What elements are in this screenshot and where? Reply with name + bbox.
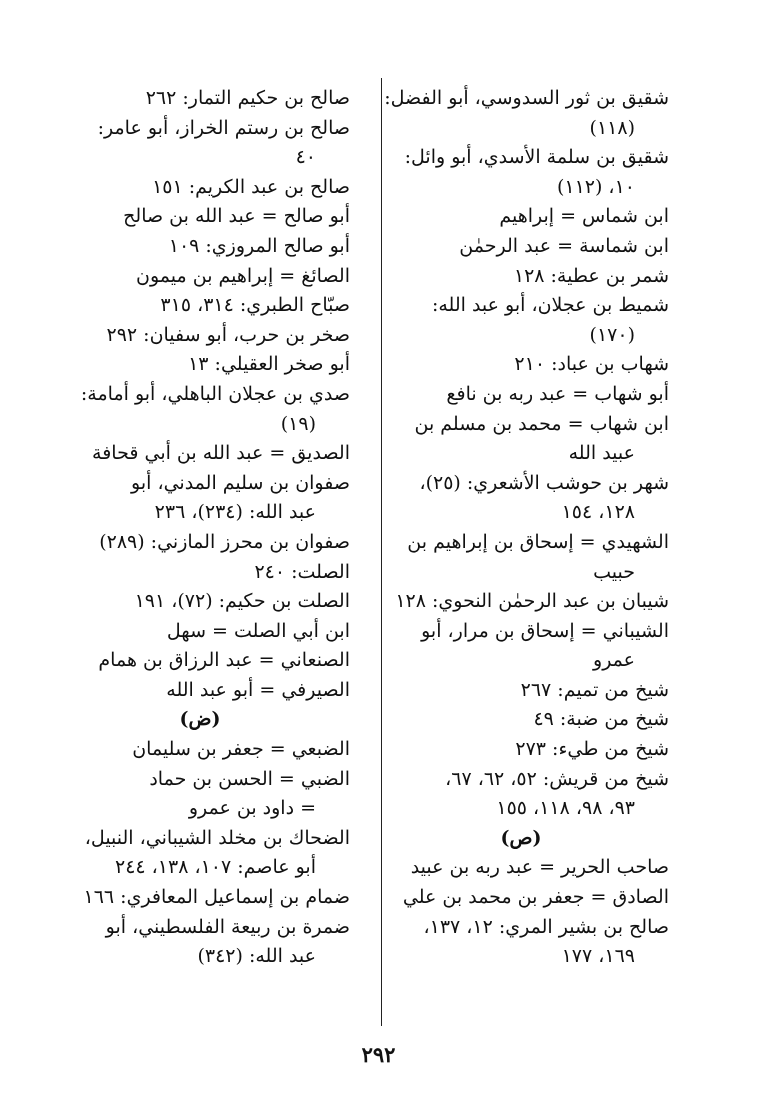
index-entry-line: ابن أبي الصلت = سهل	[166, 619, 350, 642]
index-entry-line: صخر بن حرب، أبو سفيان: ٢٩٢	[106, 323, 350, 346]
index-entry-line: شيبان بن عبد الرحمٰن النحوي: ١٢٨	[395, 590, 669, 613]
index-entry-line: الشيباني = إسحاق بن مرار، أبو	[421, 619, 669, 642]
index-entry-line: صالح بن بشير المري: ١٢، ١٣٧،	[423, 915, 669, 938]
index-entry-line: شيخ من طيء: ٢٧٣	[515, 738, 669, 761]
index-entry-line: الصنعاني = عبد الرزاق بن همام	[98, 649, 350, 672]
index-entry-line: الضبي = الحسن بن حماد	[149, 767, 350, 790]
index-entry-line: الصلت بن حكيم: (٧٢)، ١٩١	[134, 590, 350, 613]
index-entry-line: ضمام بن إسماعيل المعافري: ١٦٦	[83, 886, 350, 909]
index-entry-line: الصادق = جعفر بن محمد بن علي	[402, 886, 669, 909]
page-number: ٢٩٢	[361, 1042, 396, 1067]
index-entry-line: أبو شهاب = عبد ربه بن نافع	[446, 382, 669, 405]
index-entry-line: عبد الله: (٢٣٤)، ٢٣٦	[154, 501, 316, 524]
column-divider	[381, 78, 382, 1026]
index-entry-line: شمر بن عطية: ١٢٨	[513, 264, 669, 287]
index-entry-line: ابن شماس = إبراهيم	[499, 205, 669, 228]
index-entry-line: ضمرة بن ربيعة الفلسطيني، أبو	[105, 915, 350, 938]
index-entry-line: شهاب بن عباد: ٢١٠	[514, 353, 669, 376]
index-entry-line: (١٩)	[280, 412, 316, 435]
index-entry-line: صالح بن حكيم التمار: ٢٦٢	[145, 87, 350, 109]
index-entry-line: صالح بن رستم الخراز، أبو عامر:	[97, 116, 350, 139]
index-entry-line: الصلت: ٢٤٠	[254, 560, 350, 583]
index-entry-line: (١٧٠)	[589, 323, 635, 346]
index-entry-line: أبو صخر العقيلي: ١٣	[188, 353, 350, 376]
index-entry-line: حبيب	[593, 560, 635, 583]
index-entry-line: ١٠، (١١٢)	[556, 175, 635, 198]
index-entry-line: الصيرفي = أبو عبد الله	[166, 678, 350, 701]
index-entry-line: أبو عاصم: ١٠٧، ١٣٨، ٢٤٤	[115, 856, 316, 879]
index-entry-line: صاحب الحرير = عبد ربه بن عبيد	[410, 856, 669, 879]
index-column-right	[373, 84, 669, 972]
index-entry-line: أبو صالح المروزي: ١٠٩	[168, 234, 350, 257]
index-entry-line: = داود بن عمرو	[188, 797, 316, 820]
index-entry-line: الشهيدي = إسحاق بن إبراهيم بن	[407, 530, 669, 553]
index-entry-line: عبد الله: (٣٤٢)	[197, 945, 316, 968]
index-entry-line: ابن شماسة = عبد الرحمٰن	[459, 234, 669, 257]
index-entry-line: الضبعي = جعفر بن سليمان	[132, 738, 350, 761]
index-entry-line: صالح بن عبد الكريم: ١٥١	[152, 175, 350, 198]
index-entry-line: شهر بن حوشب الأشعري: (٢٥)،	[419, 471, 669, 494]
index-entry-line: شيخ من ضبة: ٤٩	[533, 708, 669, 731]
index-entry-line: الصديق = عبد الله بن أبي قحافة	[92, 442, 350, 465]
index-entry-line: ٤٠	[295, 146, 316, 169]
index-entry-line: أبو صالح = عبد الله بن صالح	[123, 205, 350, 228]
index-entry-line: شقيق بن سلمة الأسدي، أبو وائل:	[404, 146, 669, 169]
section-letter-heading: (ض)	[179, 708, 221, 731]
index-entry-line: عمرو	[593, 649, 635, 672]
index-entry-line: عبيد الله	[568, 442, 635, 465]
index-entry-line: شميط بن عجلان، أبو عبد الله:	[431, 294, 669, 317]
index-entry-line: شيخ من قريش: ٥٢، ٦٢، ٦٧،	[445, 767, 669, 790]
index-entry-line: الضحاك بن مخلد الشيباني، النبيل،	[84, 826, 350, 849]
index-entry-line: ٩٣، ٩٨، ١١٨، ١٥٥	[496, 797, 635, 820]
section-letter-heading: (ص)	[500, 826, 542, 849]
index-entry-line: شيخ من تميم: ٢٦٧	[520, 678, 669, 701]
index-entry-line: ١٦٩، ١٧٧	[561, 945, 635, 968]
index-entry-line: (١١٨)	[589, 116, 635, 139]
index-entry-line: شقيق بن ثور السدوسي، أبو الفضل:	[384, 87, 669, 109]
index-entry-line: صفوان بن محرز المازني: (٢٨٩)	[99, 530, 350, 553]
index-entry-line: صدي بن عجلان الباهلي، أبو أمامة:	[80, 382, 350, 405]
index-column-left	[50, 84, 350, 972]
index-entry-line: الصائغ = إبراهيم بن ميمون	[136, 264, 350, 287]
index-entry-line: ابن شهاب = محمد بن مسلم بن	[414, 412, 669, 435]
index-entry-line: ١٢٨، ١٥٤	[561, 501, 635, 524]
index-entry-line: صفوان بن سليم المدني، أبو	[131, 471, 350, 494]
index-entry-line: صبّاح الطبري: ٣١٤، ٣١٥	[160, 294, 350, 317]
